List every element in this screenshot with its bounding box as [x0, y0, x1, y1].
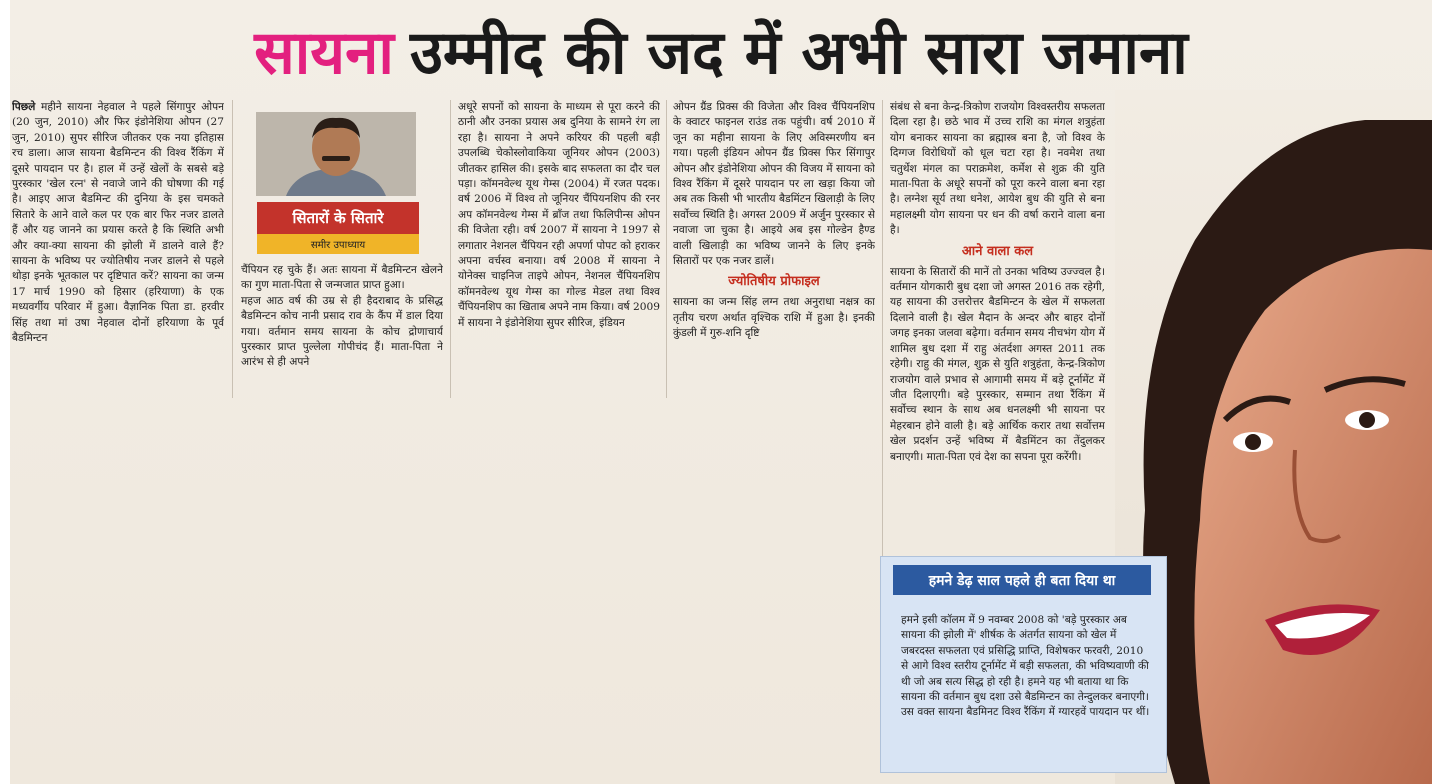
col2-paragraph-1: चैंपियन रह चुके हैं। अतः सायना में बैडमिन्टन खेलने का गुण माता-पिता से जन्मजात प्राप्त हुआ। — [241, 264, 443, 292]
article-column-3 — [458, 100, 660, 398]
column-divider — [232, 100, 233, 398]
col4-paragraph-1: ओपन ग्रैंड प्रिक्स की विजेता और विश्व चैंपियनशिप के क्वाटर फाइनल राउंड तक पहुंची। वर्ष 2010 में जून का महीना सायना के लिए अविस्मरणीय बन गया। पहली इंडियन ओपन ग्रैंड प्रिक्स फिर सिंगापुर ओपन और इंडोनेशिया ओपन की विजय में सायना को विश्व रैंकिंग में दूसरे पायदान पर ला खड़ा किया जो अब तक किसी भी भारतीय बैडमिंटन खिलाड़ी के लिए सर्वोच्च स्थिति है। अगस्त 2009 में अर्जुन पुरस्कार से नवाजा जा चुका है। आइये अब इस गोल्डेन हैण्ड वाली खिलाड़ी का भविष्य जानने के लिए इनके सितारों पर एक नजर डालें। — [673, 101, 875, 268]
lead-word: पिछले — [12, 101, 36, 113]
column-divider — [882, 100, 883, 560]
col2-paragraph-2: महज आठ वर्ष की उम्र से ही हैदराबाद के प्रसिद्ध बैडमिन्टन कोच नानी प्रसाद राव के कैंप में डाल दिया गया। वर्तमान समय सायना के कोच द्रोणाचार्य पुरस्कार प्राप्त पुल्लेला गोपीचंद हैं। माता-पिता ने आरंभ से ही अपने — [241, 294, 443, 369]
headline — [10, 0, 1432, 100]
article-column-2 — [241, 263, 443, 398]
col5-paragraph-1: संबंध से बना केन्द्र-त्रिकोण राजयोग विश्वस्तरीय सफलता दिला रहा है। छठे भाव में उच्च राशि का मंगल शत्रुहंता योग बनाकर सायना का ब्रह्मास्त्र बना है, जो विश्व के दिग्गज विरोधियों को धूल चटा रहा है। नवमेश तथा चतुर्थेश मंगल का पराक्रमेश, कर्मेश से शुक्र की युति माता-पिता के अधूरे सपनों को पूरा करने वाला बना रहा है। लग्नेश सूर्य तथा धनेश, आयेश बुध की युति से बना महालक्ष्मी योग सायना पर धन की वर्षा कराने वाला बना है। — [890, 101, 1105, 237]
prediction-inset-box — [880, 556, 1167, 773]
col1-text: महीने सायना नेहवाल ने पहले सिंगापुर ओपन (20 जुन, 2010) और फिर इंडोनेशिया ओपन (27 जुन, 2010) सुपर सीरिज जीतकर एक नया इतिहास रच डाला। आज सायना बैडमिन्टन की विश्व रैंकिंग में दूसरे पायदान पर है। हाल में उन्हें खेलों के सबसे बड़े पुरस्कार 'खेल रत्न' से नवाजे जाने की घोषणा की गई है। आइए आज बैडमिन्ट की दुनिया के इस चमकते सितारे के आने वाले कल पर एक बार फिर नजर डालते हैं और यह जानने का प्रयास करते है कि स्थिति अभी और क्या-क्या सायना की झोली में डालने वाले हैं? सायना के भविष्य पर ज्योतिषीय नजर डालने से पहले थोड़ा इनके भूतकाल पर दृष्टिपात करें? सायना का जन्म 17 मार्च 1990 को हिसार (हरियाणा) के एक मध्यवर्गीय परिवार में हुआ। वैज्ञानिक पिता डा. हरवीर सिंह तथा मां उषा नेहवाल दोनों हरियाणा के पूर्व बैडमिन्टन — [12, 101, 224, 345]
author-photo — [256, 112, 416, 196]
article-column-4 — [673, 100, 875, 398]
column-badge-author: समीर उपाध्याय — [257, 234, 419, 254]
col5-paragraph-2: सायना के सितारों की मानें तो उनका भविष्य उज्ज्वल है। वर्तमान योगकारी बुध दशा जो अगस्त 2016 तक रहेगी, यह सायना की उत्तरोत्तर बैडमिन्टन के खेल में सफलता दिलाने वाली है। खेल मैदान के अन्दर और बाहर दोनों जगह इनका जलवा बढ़ेगा। वर्तमान समय नीचभंग योग में शामिल बुध दशा में राहु अंतर्दशा अगस्त 2011 तक रहेगी। राहु की मंगल, शुक्र से युति शत्रुहंता, केन्द्र-त्रिकोण राजयोग वाले प्रभाव से आगामी समय में बड़े टूर्नामेंट में जीत दिलाएगी। बड़े पुरस्कार, सम्मान तथा रैंकिंग में सर्वोच्च स्थान के साथ अब धनलक्ष्मी भी सायना पर मेहरबान होने वाली है। बड़े आर्थिक करार तथा सर्वोत्तम खेल प्रदर्शन उन्हें भविष्य में बैडमिंटन का तेंदुलकर बनाएगी। माता-पिता एवं देश का सपना पूरा करेंगी। — [890, 265, 1105, 463]
article-column-5 — [890, 100, 1105, 550]
col4-paragraph-2: सायना का जन्म सिंह लग्न तथा अनुराधा नक्षत्र का तृतीय चरण अर्थात वृश्चिक राशि में हुआ है। इनकी कुंडली में गुरु-शनि दृष्टि — [673, 296, 875, 340]
headline-highlight: सायना — [254, 18, 394, 88]
headline-rest: उम्मीद की जद में अभी सारा जमाना — [409, 18, 1188, 88]
subheading-coming-future: आने वाला कल — [961, 243, 1034, 259]
col3-text: अधूरे सपनों को सायना के माध्यम से पूरा करने की ठानी और उनका प्रयास अब दुनिया के सामने रंग ला रहा है। सायना ने अपने करियर की पहली बड़ी उपलब्धि चेकोस्लोवाकिया जूनियर ओपन (2003) जीतकर हासिल की। इसके बाद सफलता का दौर चल पड़ा। कॉमनवेल्थ यूथ गेम्स (2004) में रजत पदक। वर्ष 2006 में विश्व तो जूनियर चैंपियनशिप की रनर अप कॉमनवेल्थ गेम्स में ब्रॉंज तथा फिलिपीन्स ओपन की विजेता रही। वर्ष 2007 में सायना ने 1997 से लगातार नेशनल चैंपियन रही अपर्णा पोपट को हराकर अपना वर्चस्व बनाया। वर्ष 2008 में सायना ने योनेक्स चाइनिज ताइपे ओपन, नेशनल चैंपियनशिप कॉमनवेल्थ यूथ गेम्स का गोल्ड मेडल तथा विश्व चैंपियनशिप का खिताब अपने नाम किया। वर्ष 2009 में सायना ने इंडोनेशिया सुपर सीरिज, इंडियन — [458, 101, 660, 329]
newspaper-page — [10, 0, 1432, 784]
column-badge-title: सितारों के सितारे — [257, 202, 419, 234]
column-divider — [450, 100, 451, 398]
inset-body: हमने इसी कॉलम में 9 नवम्बर 2008 को 'बड़े पुरस्कार अब सायना की झोली में' शीर्षक के अंतर्गत सायना को खेल में जबरदस्त सफलता एवं प्रसिद्धि प्राप्ति, विशेषकर फरवरी, 2010 से आगे विश्व स्तरीय टूर्नामेंट में बड़ी सफलता, की भविष्यवाणी की थी जो अब सत्य सिद्ध हो रही है। हमने यह भी बताया था कि सायना की वर्तमान बुध दशा उसे बैडमिन्टन का तेन्दुलकर बनाएगी। उस वक्त सायना बैडमिनट विश्व रैंकिंग में ग्यारहवें पायदान पर थीं। — [901, 614, 1150, 719]
inset-title: हमने डेढ़ साल पहले ही बता दिया था — [893, 565, 1151, 595]
article-column-1 — [12, 100, 224, 398]
subheading-astrology-profile: ज्योतिषीय प्रोफाइल — [728, 274, 820, 290]
column-divider — [666, 100, 667, 398]
